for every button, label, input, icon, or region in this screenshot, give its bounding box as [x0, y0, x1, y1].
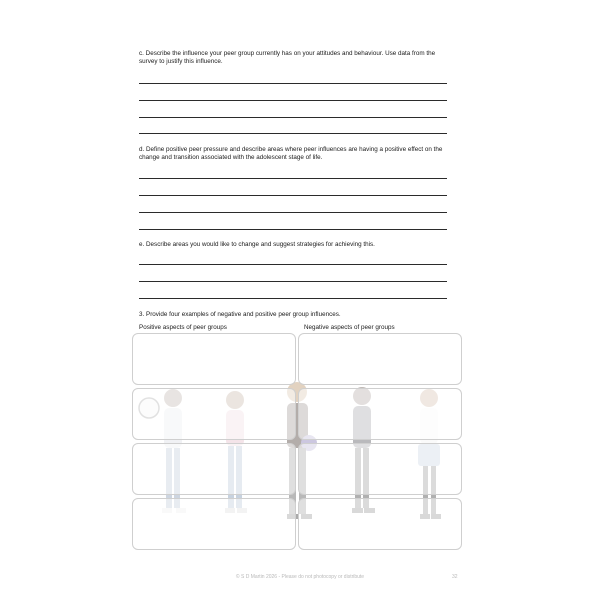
positive-aspect-box[interactable] — [132, 388, 296, 440]
positive-aspect-box[interactable] — [132, 443, 296, 495]
question-d: d. Define positive peer pressure and describe areas where peer influences are having a positive effect on the change and transition associated with the adolescent stage of life. — [139, 146, 443, 162]
negative-aspect-box[interactable] — [298, 498, 462, 550]
answer-line[interactable] — [139, 100, 447, 101]
question-c: c. Describe the influence your peer group currently has on your attitudes and behaviour. Use data from the survey to justify this influence. — [139, 50, 436, 66]
negative-aspects-header: Negative aspects of peer groups — [304, 324, 395, 331]
answer-line[interactable] — [139, 83, 447, 84]
positive-aspect-box[interactable] — [132, 333, 296, 385]
question-3: 3. Provide four examples of negative and positive peer group influences. — [139, 311, 341, 318]
answer-line[interactable] — [139, 117, 447, 118]
positive-aspects-header: Positive aspects of peer groups — [139, 324, 227, 331]
footer-copyright: © S D Martin 2026 - Please do not photocopy or distribute — [235, 574, 365, 580]
answer-line[interactable] — [139, 133, 447, 134]
answer-line[interactable] — [139, 178, 447, 179]
negative-aspect-box[interactable] — [298, 443, 462, 495]
answer-line[interactable] — [139, 195, 447, 196]
answer-line[interactable] — [139, 298, 447, 299]
negative-aspect-box[interactable] — [298, 333, 462, 385]
question-e: e. Describe areas you would like to change and suggest strategies for achieving this. — [139, 241, 375, 248]
page-number: 32 — [452, 574, 458, 580]
answer-line[interactable] — [139, 229, 447, 230]
negative-aspect-box[interactable] — [298, 388, 462, 440]
answer-line[interactable] — [139, 281, 447, 282]
answer-line[interactable] — [139, 212, 447, 213]
positive-aspect-box[interactable] — [132, 498, 296, 550]
answer-line[interactable] — [139, 264, 447, 265]
